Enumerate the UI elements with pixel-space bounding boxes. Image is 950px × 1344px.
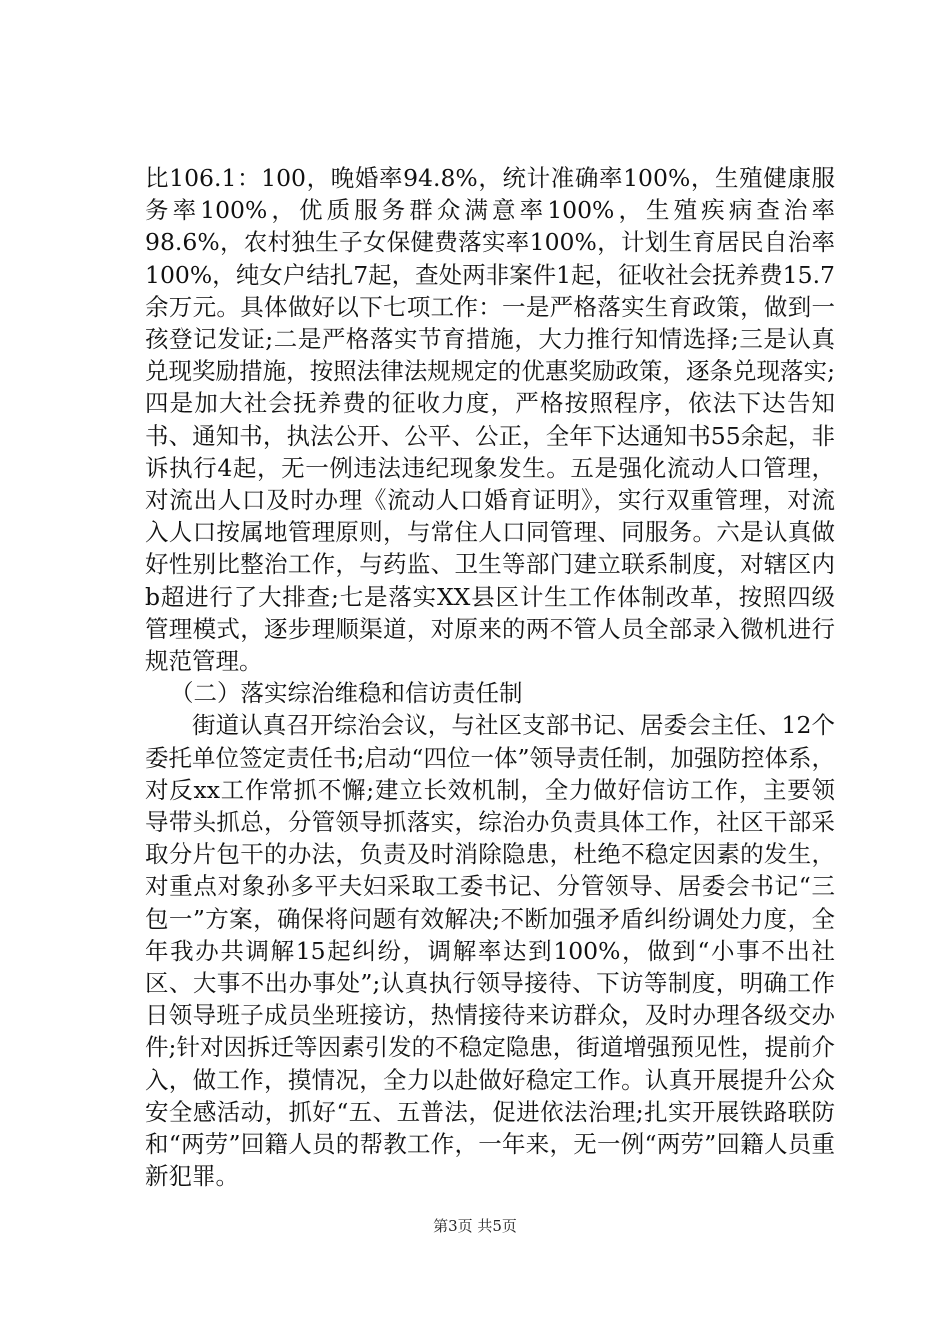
document-body <box>145 162 835 1193</box>
page-number-footer: 第3页 共5页 <box>433 1217 517 1235</box>
section-heading-comprehensive-governance: （二）落实综治维稳和信访责任制 <box>170 679 523 708</box>
paragraph-family-planning: 比106.1：100，晚婚率94.8%，统计准确率100%，生殖健康服务率100%，优质服务群众满意率100%，生殖疾病查治率98.6%，农村独生子女保健费落实率100%，计划生育居民自治率100%，纯女户结扎7起，查处两非案件1起，征收社会抚养费15.7余万元。具体做好以下七项工作：一是严格落实生育政策，做到一孩登记发证;二是严格落实节育措施，大力推行知情选择;三是认真兑现奖励措施，按照法律法规规定的优惠奖励政策，逐条兑现落实;四是加大社会抚养费的征收力度，严格按照程序，依法下达告知书、通知书，执法公开、公平、公正，全年下达通知书55余起，非诉执行4起，无一例违法违纪现象发生。五是强化流动人口管理，对流出人口及时办理《流动人口婚育证明》，实行双重管理，对流入人口按属地管理原则，与常住人口同管理、同服务。六是认真做好性别比整治工作，与药监、卫生等部门建立联系制度，对辖区内b超进行了大排查;七是落实XX县区计生工作体制改革，按照四级管理模式，逐步理顺渠道，对原来的两不管人员全部录入微机进行规范管理。 <box>145 164 835 676</box>
paragraph-stability-petitions: 街道认真召开综治会议，与社区支部书记、居委会主任、12个委托单位签定责任书;启动“四位一体”领导责任制，加强防控体系，对反xx工作常抓不懈;建立长效机制，全力做好信访工作，主要领导带头抓总，分管领导抓落实，综治办负责具体工作，社区干部采取分片包干的办法，负责及时消除隐患，杜绝不稳定因素的发生，对重点对象孙多平夫妇采取工委书记、分管领导、居委会书记“三包一”方案，确保将问题有效解决;不断加强矛盾纠纷调处力度，全年我办共调解15起纠纷，调解率达到100%，做到“小事不出社区、大事不出办事处”;认真执行领导接待、下访等制度，明确工作日领导班子成员坐班接访，热情接待来访群众，及时办理各级交办件;针对因拆迁等因素引发的不稳定隐患，街道增强预见性，提前介入，做工作，摸情况，全力以赴做好稳定工作。认真开展提升公众安全感活动，抓好“五、五普法，促进依法治理;扎实开展铁路联防和“两劳”回籍人员的帮教工作，一年来，无一例“两劳”回籍人员重新犯罪。 <box>145 711 835 1191</box>
